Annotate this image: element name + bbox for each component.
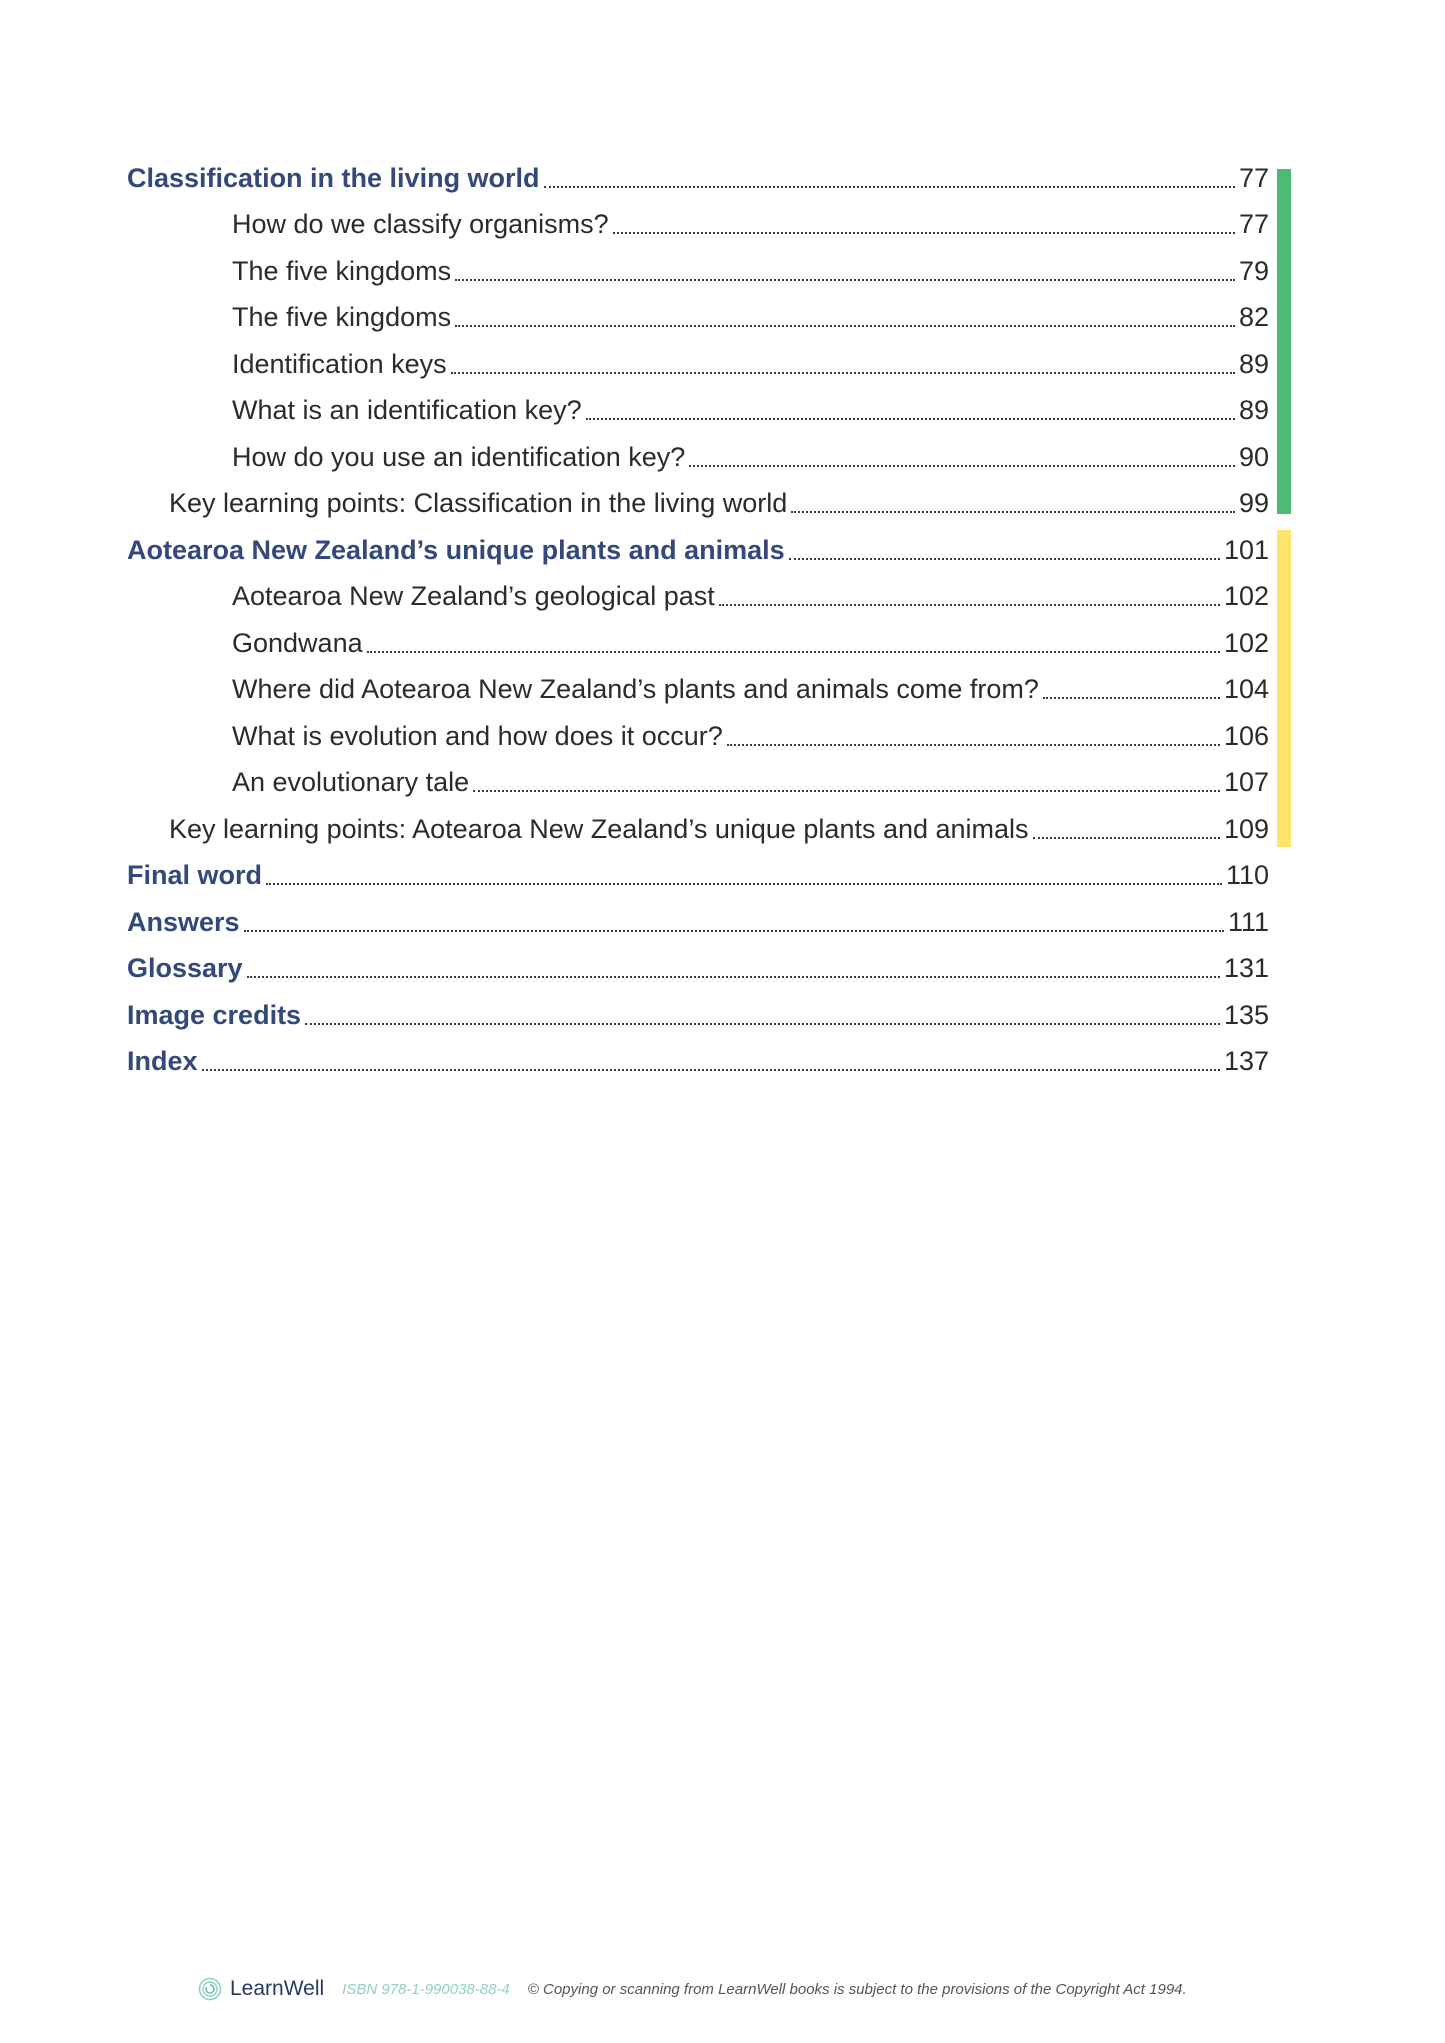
toc-entry-title: Final word: [127, 860, 262, 891]
toc-entry[interactable]: [127, 248, 1269, 295]
toc-entry-title: Aotearoa New Zealand’s unique plants and animals: [127, 534, 785, 565]
toc-entry-title: How do we classify organisms?: [232, 209, 609, 240]
toc-entry-page: 101: [1223, 534, 1269, 565]
toc-entry-title: Aotearoa New Zealand’s geological past: [232, 581, 715, 612]
toc-entry-page: 90: [1238, 441, 1269, 472]
toc-entry[interactable]: [127, 806, 1269, 853]
toc-entry[interactable]: [127, 713, 1269, 760]
toc-entry-title: The five kingdoms: [232, 302, 452, 333]
toc-entry-title: Glossary: [127, 953, 243, 984]
toc-entry[interactable]: [127, 574, 1269, 621]
dot-leader: [247, 976, 1220, 978]
toc-entry[interactable]: [127, 992, 1269, 1039]
toc-entry[interactable]: [127, 946, 1269, 993]
dot-leader: [1043, 697, 1220, 699]
toc-entry-page: 77: [1238, 209, 1269, 240]
toc-entry-title: How do you use an identification key?: [232, 441, 686, 472]
toc-entry-title: Gondwana: [232, 627, 363, 658]
dot-leader: [305, 1023, 1220, 1025]
learnwell-swirl-icon: [198, 1977, 222, 2001]
toc-entry-page: 102: [1223, 581, 1269, 612]
toc-entry-page: 137: [1223, 1046, 1269, 1077]
dot-leader: [451, 372, 1235, 374]
toc-entry-page: 79: [1238, 255, 1269, 286]
toc-entry-title: Key learning points: Classification in the living world: [169, 488, 788, 519]
toc-entry-page: 104: [1223, 674, 1269, 705]
copyright-notice: © Copying or scanning from LearnWell books is subject to the provisions of the Copyright Act 1994.: [527, 1980, 1187, 1998]
dot-leader: [689, 465, 1235, 467]
toc-entry[interactable]: [127, 853, 1269, 900]
dot-leader: [586, 418, 1235, 420]
toc-entry-title: The five kingdoms: [232, 255, 452, 286]
dot-leader: [455, 325, 1235, 327]
toc-entry[interactable]: [127, 155, 1269, 202]
toc-entry[interactable]: [127, 295, 1269, 342]
toc-entry-page: 77: [1238, 162, 1269, 193]
toc-entry-page: 89: [1238, 395, 1269, 426]
dot-leader: [202, 1069, 1220, 1071]
dot-leader: [1033, 837, 1220, 839]
toc-entry-page: 107: [1223, 767, 1269, 798]
toc-entry-title: What is evolution and how does it occur?: [232, 720, 723, 751]
toc-entry-page: 89: [1238, 348, 1269, 379]
toc-entry-page: 109: [1223, 813, 1269, 844]
dot-leader: [244, 930, 1224, 932]
toc-entry[interactable]: [127, 667, 1269, 714]
toc-entry-page: 102: [1223, 627, 1269, 658]
dot-leader: [613, 232, 1235, 234]
toc-entry[interactable]: [127, 899, 1269, 946]
toc-entry-page: 110: [1225, 860, 1269, 891]
toc-entry[interactable]: [127, 341, 1269, 388]
toc-entry[interactable]: [127, 481, 1269, 528]
toc-entry-page: 106: [1223, 720, 1269, 751]
toc-entry-page: 82: [1238, 302, 1269, 333]
toc-entry-page: 99: [1238, 488, 1269, 519]
isbn-text: ISBN 978-1-990038-88-4: [342, 1980, 510, 1998]
dot-leader: [455, 279, 1235, 281]
toc-entry-page: 111: [1227, 906, 1269, 937]
toc-entry-title: Index: [127, 1046, 198, 1077]
toc-entry-title: Identification keys: [232, 348, 447, 379]
toc-entry-title: An evolutionary tale: [232, 767, 470, 798]
toc-entry-title: What is an identification key?: [232, 395, 582, 426]
toc-entry-title: Image credits: [127, 999, 302, 1030]
dot-leader: [791, 511, 1235, 513]
dot-leader: [473, 790, 1220, 792]
toc-entry[interactable]: [127, 760, 1269, 807]
page-footer: [198, 1974, 1187, 2004]
dot-leader: [727, 744, 1220, 746]
toc-entry-title: Classification in the living world: [127, 162, 540, 193]
section-color-bar-classification: [1277, 169, 1291, 514]
toc-entry[interactable]: [127, 527, 1269, 574]
dot-leader: [266, 883, 1222, 885]
toc-entry-title: Where did Aotearoa New Zealand’s plants and animals come from?: [232, 674, 1039, 705]
dot-leader: [544, 186, 1235, 188]
toc-entry[interactable]: [127, 1039, 1269, 1086]
toc-entry[interactable]: [127, 434, 1269, 481]
section-color-bar-aotearoa: [1277, 530, 1291, 847]
brand-name: LearnWell: [230, 1977, 325, 2000]
toc-entry-page: 135: [1223, 999, 1269, 1030]
toc-entry[interactable]: [127, 620, 1269, 667]
dot-leader: [367, 651, 1220, 653]
toc-entry[interactable]: [127, 388, 1269, 435]
table-of-contents: [127, 155, 1269, 1085]
toc-entry-title: Answers: [127, 906, 240, 937]
dot-leader: [719, 604, 1220, 606]
toc-entry[interactable]: [127, 202, 1269, 249]
toc-entry-page: 131: [1223, 953, 1269, 984]
toc-entry-title: Key learning points: Aotearoa New Zealand’s unique plants and animals: [169, 813, 1029, 844]
dot-leader: [789, 558, 1220, 560]
